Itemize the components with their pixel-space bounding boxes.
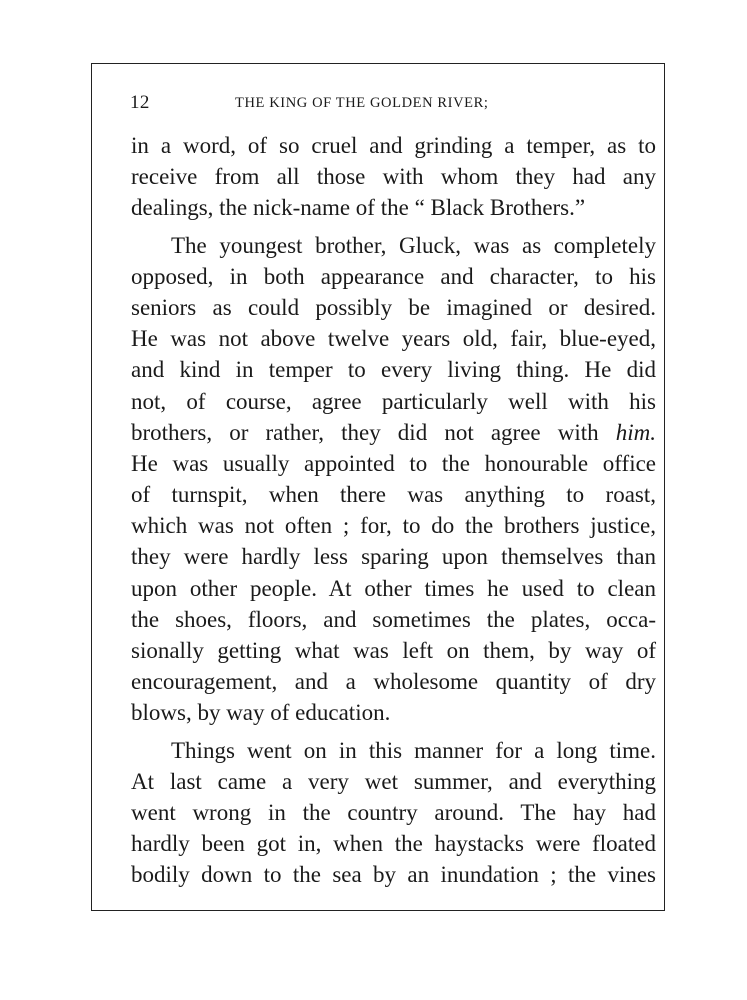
text-line: blows, by way of education. [131, 700, 391, 726]
paragraph-3 [131, 735, 656, 891]
text-line: opposed, in both appearance and character, to his [131, 263, 656, 289]
paragraph-2 [131, 230, 656, 729]
text-line: and kind in temper to every living thing. He did [131, 357, 656, 383]
text-line: bodily down to the sea by an inundation ; the vines [131, 862, 656, 888]
paragraph-1 [131, 130, 656, 224]
text-line: the shoes, floors, and sometimes the plates, occa- [131, 606, 656, 632]
page-number: 12 [130, 92, 150, 113]
text-line: hardly been got in, when the haystacks were floated [131, 831, 656, 857]
text-segment: brothers, or rather, they did not agree with [131, 419, 599, 445]
text-line: Things went on in this manner for a long time. [171, 737, 656, 763]
text-line: dealings, the nick-name of the “ Black Brothers.” [131, 195, 586, 221]
text-line: The youngest brother, Gluck, was as completely [171, 232, 656, 258]
body-text [131, 130, 656, 891]
text-line: in a word, of so cruel and grinding a temper, as to [131, 133, 656, 158]
text-line: sionally getting what was left on them, by way of [131, 638, 656, 663]
text-line: which was not often ; for, to do the brothers justice, [131, 513, 656, 539]
text-line: He was usually appointed to the honourable office [131, 450, 656, 476]
text-line: seniors as could possibly be imagined or desired. [131, 294, 656, 320]
text-line: upon other people. At other times he used to clean [131, 575, 656, 601]
text-line: receive from all those with whom they had any [131, 164, 656, 190]
text-line: went wrong in the country around. The hay had [131, 799, 656, 825]
running-head: THE KING OF THE GOLDEN RIVER; [235, 95, 489, 111]
text-line: of turnspit, when there was anything to roast, [131, 482, 656, 508]
text-line: not, of course, agree particularly well with his [131, 388, 656, 414]
text-line: encouragement, and a wholesome quantity of dry [131, 669, 656, 695]
text-line-with-italic [131, 417, 656, 448]
text-line: He was not above twelve years old, fair, blue-eyed, [131, 326, 656, 352]
italic-word: him. [615, 419, 656, 445]
page-header [130, 92, 658, 116]
text-line: At last came a very wet summer, and everything [131, 768, 656, 794]
text-line: they were hardly less sparing upon themselves than [131, 544, 656, 570]
